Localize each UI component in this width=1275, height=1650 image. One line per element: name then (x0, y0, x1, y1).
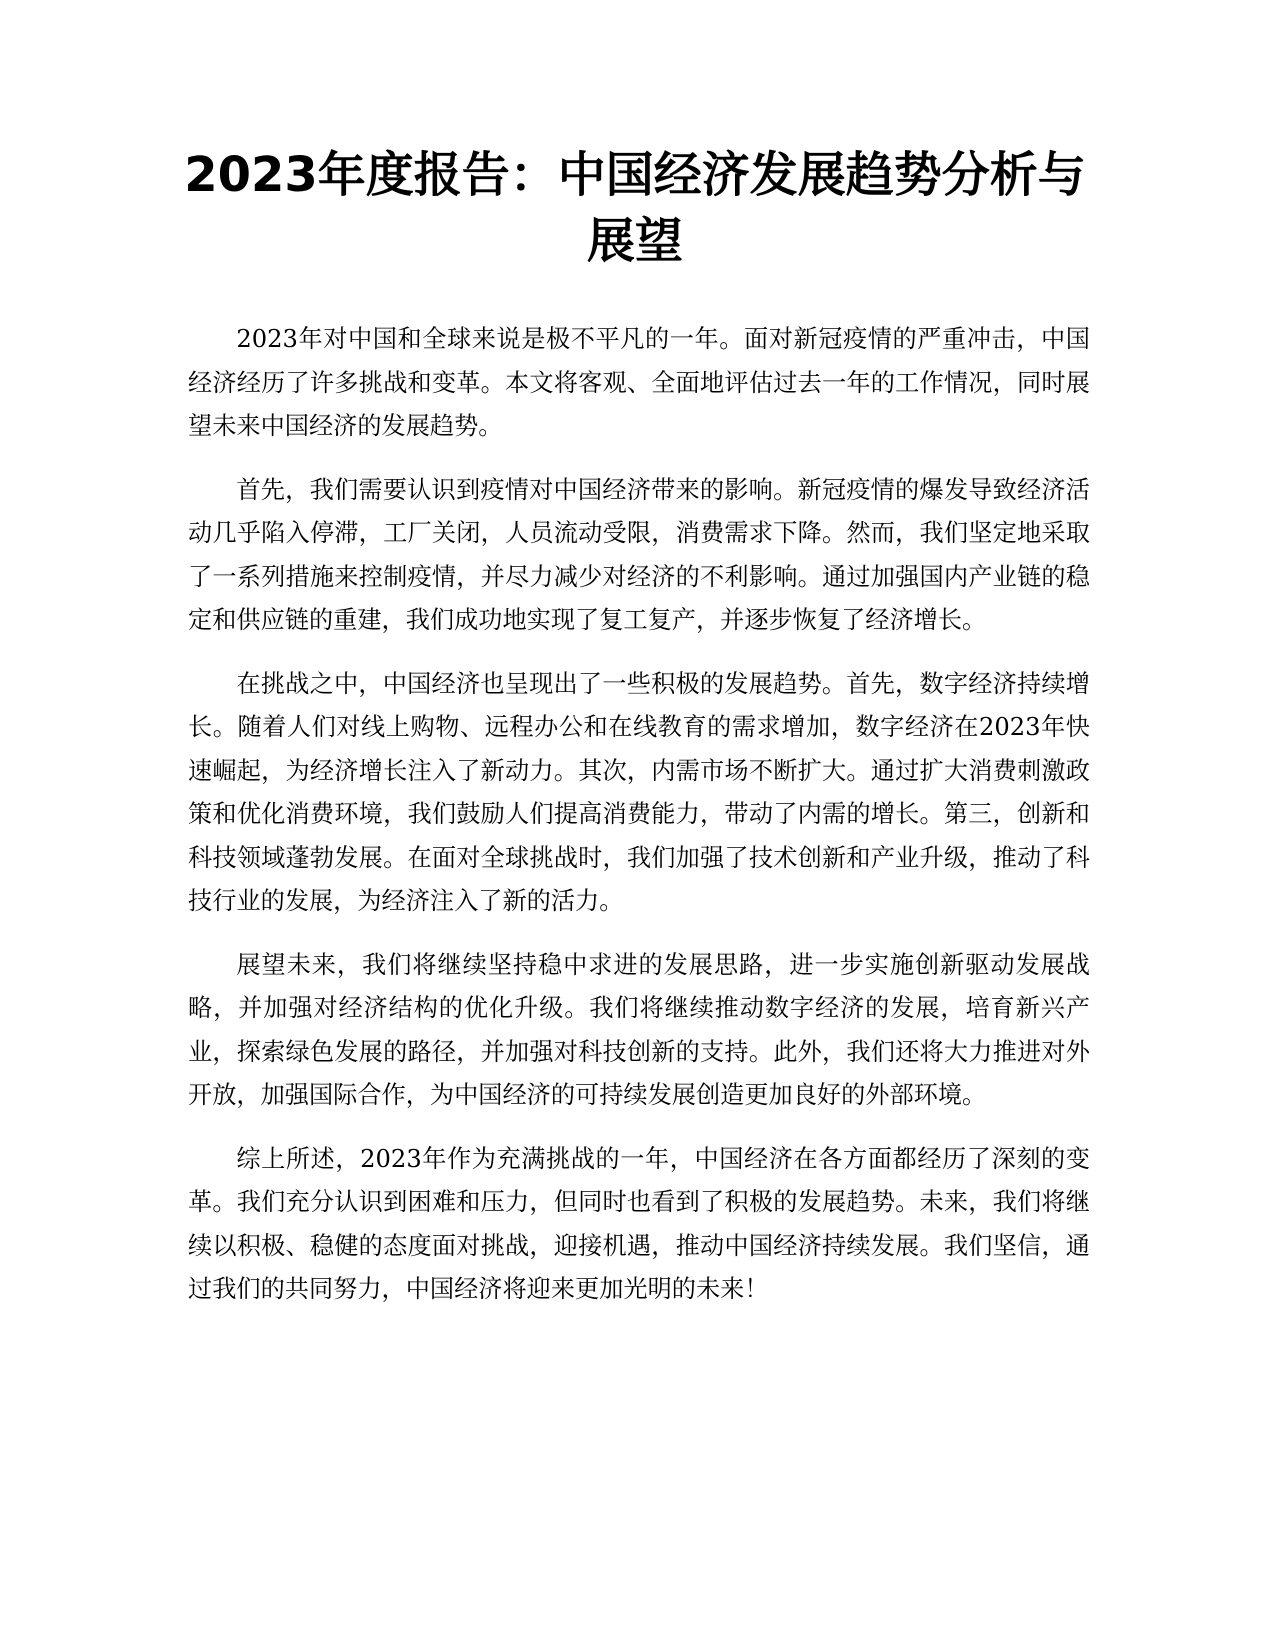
paragraph-pandemic-impact: 首先，我们需要认识到疫情对中国经济带来的影响。新冠疫情的爆发导致经济活动几乎陷入停滞，工厂关闭，人员流动受限，消费需求下降。然而，我们坚定地采取了一系列措施来控制疫情，并尽力减少对经济的不利影响。通过加强国内产业链的稳定和供应链的重建，我们成功地实现了复工复产，并逐步恢复了经济增长。 (188, 475, 1090, 634)
document-title: 2023年度报告：中国经济发展趋势分析与展望 (184, 147, 1086, 269)
document-body (188, 318, 1090, 1332)
paragraph-conclusion: 综上所述，2023年作为充满挑战的一年，中国经济在各方面都经历了深刻的变革。我们充分认识到困难和压力，但同时也看到了积极的发展趋势。未来，我们将继续以积极、稳健的态度面对挑战，迎接机遇，推动中国经济持续发展。我们坚信，通过我们的共同努力，中国经济将迎来更加光明的未来！ (188, 1144, 1090, 1303)
paragraph-outlook: 展望未来，我们将继续坚持稳中求进的发展思路，进一步实施创新驱动发展战略，并加强对经济结构的优化升级。我们将继续推动数字经济的发展，培育新兴产业，探索绿色发展的路径，并加强对科技创新的支持。此外，我们还将大力推进对外开放，加强国际合作，为中国经济的可持续发展创造更加良好的外部环境。 (188, 950, 1090, 1109)
paragraph-positive-trends: 在挑战之中，中国经济也呈现出了一些积极的发展趋势。首先，数字经济持续增长。随着人们对线上购物、远程办公和在线教育的需求增加，数字经济在2023年快速崛起，为经济增长注入了新动力。其次，内需市场不断扩大。通过扩大消费刺激政策和优化消费环境，我们鼓励人们提高消费能力，带动了内需的增长。第三，创新和科技领域蓬勃发展。在面对全球挑战时，我们加强了技术创新和产业升级，推动了科技行业的发展，为经济注入了新的活力。 (188, 669, 1090, 915)
paragraph-intro: 2023年对中国和全球来说是极不平凡的一年。面对新冠疫情的严重冲击，中国经济经历了许多挑战和变革。本文将客观、全面地评估过去一年的工作情况，同时展望未来中国经济的发展趋势。 (188, 325, 1090, 440)
